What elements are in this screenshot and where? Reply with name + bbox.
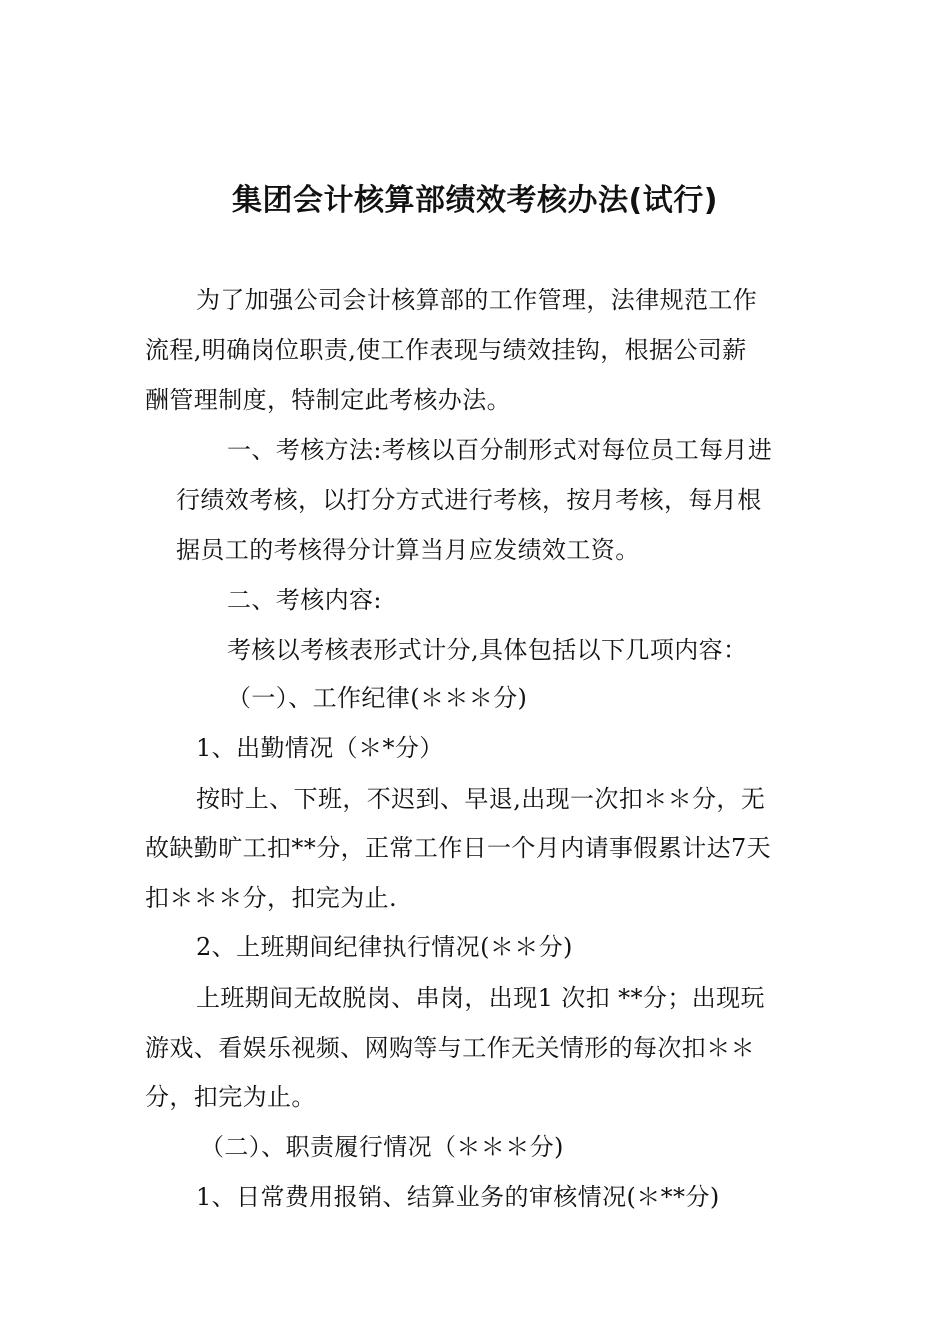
paragraph-line: 据员工的考核得分计算当月应发绩效工资。 <box>176 536 640 564</box>
item-heading: 1、日常费用报销、结算业务的审核情况(＊**分) <box>196 1183 720 1211</box>
paragraph-line: 扣＊＊＊分，扣完为止. <box>145 884 398 912</box>
section-heading-line: 一、考核方法:考核以百分制形式对每位员工每月进 <box>227 436 773 464</box>
paragraph-line: 流程,明确岗位职责,使工作表现与绩效挂钩，根据公司薪 <box>145 336 747 364</box>
item-heading: 1、出勤情况（＊*分） <box>196 734 444 762</box>
paragraph-line: 上班期间无故脱岗、串岗，出现1 次扣 **分；出现玩 <box>196 984 765 1012</box>
document-title: 集团会计核算部绩效考核办法(试行) <box>232 183 718 218</box>
paragraph-line: 考核以考核表形式计分,具体包括以下几项内容： <box>227 636 748 664</box>
subsection-heading: （二）、职责履行情况（＊＊＊分) <box>200 1133 564 1161</box>
paragraph-line: 行绩效考核，以打分方式进行考核，按月考核，每月根 <box>176 486 762 514</box>
section-heading: 二、考核内容: <box>227 586 382 614</box>
subsection-heading: （一）、工作纪律(＊＊＊分) <box>227 684 528 712</box>
paragraph-line: 酬管理制度，特制定此考核办法。 <box>145 386 511 414</box>
paragraph-line: 故缺勤旷工扣**分，正常工作日一个月内请事假累计达7天 <box>145 834 772 862</box>
paragraph-line: 分，扣完为止。 <box>145 1083 316 1111</box>
item-heading: 2、上班期间纪律执行情况(＊＊分) <box>196 933 573 961</box>
paragraph-line: 按时上、下班，不迟到、早退,出现一次扣＊＊分，无 <box>196 785 766 813</box>
paragraph-line: 为了加强公司会计核算部的工作管理，法律规范工作 <box>196 286 758 314</box>
paragraph-line: 游戏、看娱乐视频、网购等与工作无关情形的每次扣＊＊ <box>145 1034 755 1062</box>
